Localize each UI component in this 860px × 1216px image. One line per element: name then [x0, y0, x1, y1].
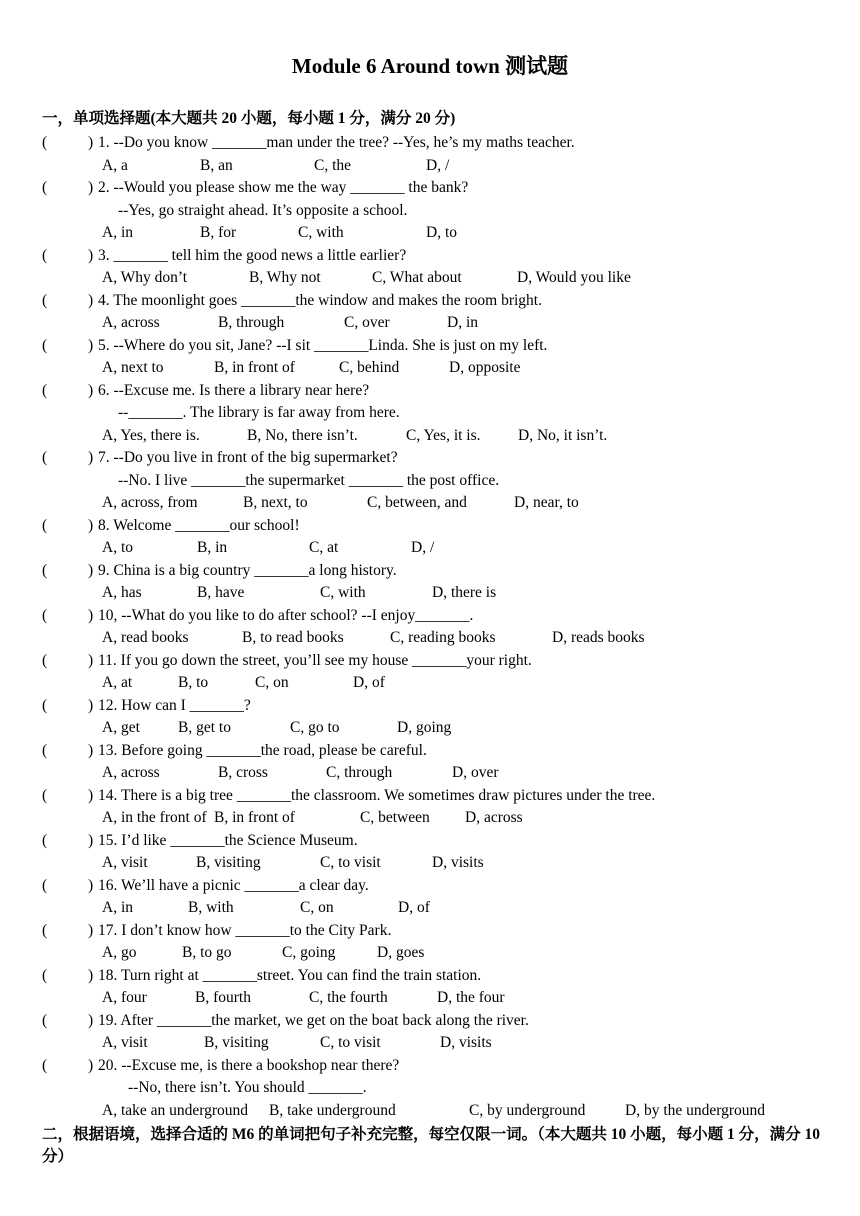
question-4	[42, 290, 832, 335]
question-11	[42, 650, 832, 695]
option-row	[42, 717, 832, 740]
option-d: D, across	[465, 809, 523, 826]
option-d: D, goes	[377, 944, 425, 961]
answer-blank-open: (	[42, 966, 48, 984]
option-c: C, behind	[339, 359, 400, 376]
option-b: B, through	[218, 314, 285, 331]
answer-blank-close: )	[88, 1011, 94, 1029]
question-stem: 11. If you go down the street, you’ll see my house _______your right.	[98, 651, 532, 669]
question-10	[42, 605, 832, 650]
question-stem: 15. I’d like _______the Science Museum.	[98, 831, 358, 849]
option-a: A, across	[102, 314, 160, 331]
option-b: B, in front of	[214, 359, 295, 376]
option-a: A, in the front of	[102, 809, 207, 826]
question-stem: 8. Welcome _______our school!	[98, 516, 300, 534]
answer-blank-close: )	[88, 134, 94, 151]
option-b: B, in	[197, 539, 228, 556]
question-stem: 7. --Do you live in front of the big supermarket?	[98, 449, 398, 466]
option-b: B, in front of	[214, 809, 295, 826]
answer-blank-open: (	[42, 516, 48, 534]
option-a: A, go	[102, 944, 137, 961]
option-b: B, to go	[182, 944, 232, 961]
answer-blank-open: (	[42, 651, 48, 669]
option-row	[42, 1100, 832, 1123]
answer-blank-open: (	[42, 336, 48, 354]
option-a: A, Why don’t	[102, 269, 188, 286]
question-7	[42, 447, 832, 515]
option-row	[42, 672, 832, 695]
question-stem: 17. I don’t know how _______to the City Park.	[98, 921, 392, 939]
question-stem: 14. There is a big tree _______the classroom. We sometimes draw pictures under the tree.	[98, 786, 656, 804]
question-stem: 1. --Do you know _______man under the tree? --Yes, he’s my maths teacher.	[98, 134, 575, 151]
answer-blank-close: )	[88, 651, 94, 669]
option-b: B, cross	[218, 764, 268, 781]
option-a: A, four	[102, 989, 147, 1006]
answer-blank-open: (	[42, 786, 48, 804]
question-stem: 4. The moonlight goes _______the window and makes the room bright.	[98, 291, 542, 309]
answer-blank-close: )	[88, 381, 94, 399]
section-1-heading: 一，单项选择题(本大题共 20 小题，每小题 1 分，满分 20 分)	[42, 110, 456, 127]
question-15	[42, 830, 832, 875]
option-b: B, Why not	[249, 269, 321, 286]
answer-blank-open: (	[42, 449, 48, 466]
option-d: D, /	[411, 539, 435, 556]
question-list	[42, 132, 832, 1122]
option-b: B, to	[178, 674, 209, 691]
question-12	[42, 695, 832, 740]
option-b: B, an	[200, 156, 233, 174]
question-13	[42, 740, 832, 785]
answer-blank-close: )	[88, 449, 94, 466]
option-b: B, visiting	[204, 1034, 269, 1051]
option-c: C, by underground	[469, 1101, 586, 1119]
answer-blank-close: )	[88, 606, 94, 624]
option-b: B, for	[200, 224, 237, 241]
answer-blank-close: )	[88, 179, 94, 196]
question-stem: 6. --Excuse me. Is there a library near here?	[98, 381, 370, 399]
option-d: D, No, it isn’t.	[518, 426, 608, 444]
option-a: A, next to	[102, 359, 164, 376]
option-d: D, in	[447, 314, 478, 331]
question-19	[42, 1010, 832, 1055]
question-14	[42, 785, 832, 830]
option-c: C, to visit	[320, 1034, 381, 1051]
question-8	[42, 515, 832, 560]
question-continuation: --No. I live _______the supermarket _______ the post office.	[118, 471, 500, 489]
option-row	[42, 425, 832, 448]
answer-blank-open: (	[42, 561, 48, 579]
option-c: C, Yes, it is.	[406, 426, 481, 444]
answer-blank-open: (	[42, 246, 48, 264]
question-20	[42, 1055, 832, 1123]
option-a: A, in	[102, 899, 133, 916]
question-stem: 18. Turn right at _______street. You can find the train station.	[98, 966, 482, 984]
option-row	[42, 537, 832, 560]
option-a: A, take an underground	[102, 1101, 249, 1119]
option-row	[42, 492, 832, 515]
option-b: B, fourth	[195, 989, 251, 1006]
option-a: A, across, from	[102, 494, 198, 511]
option-b: B, get to	[178, 719, 231, 736]
answer-blank-close: )	[88, 876, 94, 894]
question-2	[42, 177, 832, 245]
option-d: D, the four	[437, 989, 505, 1006]
option-a: A, at	[102, 674, 133, 691]
option-b: B, have	[197, 584, 245, 601]
option-c: C, through	[326, 764, 393, 781]
option-c: C, the	[314, 156, 352, 174]
question-5	[42, 335, 832, 380]
option-d: D, of	[353, 674, 385, 691]
option-b: B, to read books	[242, 629, 344, 646]
page-title: Module 6 Around town 测试题	[291, 54, 569, 78]
option-d: D, by the underground	[625, 1101, 766, 1119]
answer-blank-close: )	[88, 966, 94, 984]
option-a: A, visit	[102, 854, 148, 871]
answer-blank-open: (	[42, 291, 48, 309]
question-stem: 2. --Would you please show me the way _______ the bank?	[98, 179, 469, 196]
option-row	[42, 897, 832, 920]
answer-blank-close: )	[88, 741, 94, 759]
question-stem: 9. China is a big country _______a long history.	[98, 561, 397, 579]
option-d: D, Would you like	[517, 269, 631, 286]
answer-blank-open: (	[42, 179, 48, 196]
question-stem: 12. How can I _______?	[98, 696, 251, 714]
option-row	[42, 627, 832, 650]
option-b: B, visiting	[196, 854, 261, 871]
option-d: D, there is	[432, 584, 497, 601]
option-row	[42, 1032, 832, 1055]
question-stem: 13. Before going _______the road, please be careful.	[98, 741, 427, 759]
option-d: D, visits	[440, 1034, 492, 1051]
answer-blank-open: (	[42, 876, 48, 894]
option-c: C, between, and	[367, 494, 467, 511]
option-c: C, reading books	[390, 629, 496, 646]
question-9	[42, 560, 832, 605]
question-stem: 5. --Where do you sit, Jane? --I sit _______Linda. She is just on my left.	[98, 336, 548, 354]
answer-blank-close: )	[88, 921, 94, 939]
option-c: C, going	[282, 944, 336, 961]
option-row	[42, 987, 832, 1010]
option-d: D, to	[426, 224, 457, 241]
answer-blank-open: (	[42, 921, 48, 939]
option-row	[42, 312, 832, 335]
question-16	[42, 875, 832, 920]
option-c: C, at	[309, 539, 339, 556]
option-a: A, Yes, there is.	[102, 426, 200, 444]
option-c: C, with	[298, 224, 344, 241]
option-d: D, visits	[432, 854, 484, 871]
question-stem: 19. After _______the market, we get on the boat back along the river.	[98, 1011, 529, 1029]
option-c: C, What about	[372, 269, 462, 286]
answer-blank-open: (	[42, 1011, 48, 1029]
option-a: A, get	[102, 719, 140, 736]
option-d: D, going	[397, 719, 452, 736]
option-d: D, /	[426, 156, 450, 174]
option-d: D, near, to	[514, 494, 579, 511]
answer-blank-open: (	[42, 1056, 48, 1074]
option-a: A, a	[102, 156, 128, 174]
option-row	[42, 807, 832, 830]
option-a: A, across	[102, 764, 160, 781]
option-c: C, between	[360, 809, 430, 826]
question-18	[42, 965, 832, 1010]
answer-blank-close: )	[88, 561, 94, 579]
option-row	[42, 222, 832, 245]
option-row	[42, 155, 832, 178]
option-row	[42, 942, 832, 965]
option-d: D, opposite	[449, 359, 521, 376]
option-b: B, No, there isn’t.	[247, 426, 358, 444]
option-d: D, over	[452, 764, 499, 781]
option-row	[42, 357, 832, 380]
answer-blank-open: (	[42, 606, 48, 624]
option-b: B, take underground	[269, 1101, 396, 1119]
answer-blank-close: )	[88, 831, 94, 849]
answer-blank-close: )	[88, 696, 94, 714]
option-a: A, has	[102, 584, 142, 601]
option-d: D, reads books	[552, 629, 645, 646]
option-c: C, on	[255, 674, 289, 691]
question-3	[42, 245, 832, 290]
question-stem: 20. --Excuse me, is there a bookshop near there?	[98, 1056, 400, 1074]
option-row	[42, 582, 832, 605]
option-row	[42, 762, 832, 785]
answer-blank-open: (	[42, 696, 48, 714]
option-c: C, the fourth	[309, 989, 388, 1006]
question-continuation: --_______. The library is far away from here.	[118, 404, 400, 421]
option-c: C, to visit	[320, 854, 381, 871]
answer-blank-close: )	[88, 786, 94, 804]
answer-blank-close: )	[88, 246, 94, 264]
option-a: A, read books	[102, 629, 189, 646]
question-6	[42, 380, 832, 448]
option-d: D, of	[398, 899, 430, 916]
option-a: A, to	[102, 539, 133, 556]
option-c: C, over	[344, 314, 390, 331]
option-b: B, with	[188, 899, 234, 916]
option-c: C, on	[300, 899, 334, 916]
answer-blank-close: )	[88, 1056, 94, 1074]
question-stem: 10, --What do you like to do after school? --I enjoy_______.	[98, 606, 474, 624]
option-a: A, in	[102, 224, 133, 241]
option-c: C, with	[320, 584, 366, 601]
option-row	[42, 267, 832, 290]
section-2-heading: 二，根据语境，选择合适的 M6 的单词把句子补充完整，每空仅限一词。（本大题共 10 小题，每小题 1 分，满分 10 分）	[42, 1126, 821, 1165]
option-b: B, next, to	[243, 494, 308, 511]
answer-blank-close: )	[88, 336, 94, 354]
answer-blank-close: )	[88, 516, 94, 534]
question-continuation: --Yes, go straight ahead. It’s opposite a school.	[118, 201, 408, 219]
answer-blank-open: (	[42, 831, 48, 849]
answer-blank-open: (	[42, 134, 48, 151]
answer-blank-close: )	[88, 291, 94, 309]
question-continuation: --No, there isn’t. You should _______.	[128, 1079, 367, 1096]
answer-blank-open: (	[42, 741, 48, 759]
question-17	[42, 920, 832, 965]
option-c: C, go to	[290, 719, 340, 736]
question-1	[42, 132, 832, 177]
option-a: A, visit	[102, 1034, 148, 1051]
question-stem: 3. _______ tell him the good news a little earlier?	[98, 246, 407, 264]
option-row	[42, 852, 832, 875]
answer-blank-open: (	[42, 381, 48, 399]
question-stem: 16. We’ll have a picnic _______a clear day.	[98, 876, 369, 894]
